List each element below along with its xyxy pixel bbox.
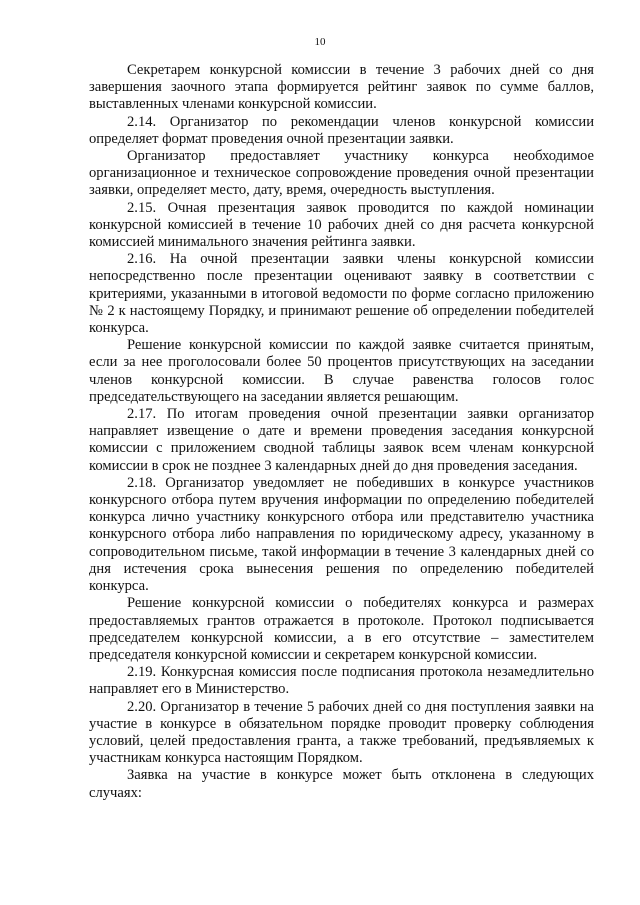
paragraph-secretary-rating: Секретарем конкурсной комиссии в течение 3 рабочих дней со дня завершения заочного этапа формируется рейтинг заявок по сумме баллов, выставленных членами конкурсной комиссии. [89, 62, 594, 113]
paragraph-organizer-support: Организатор предоставляет участнику конкурса необходимое организационное и техническое сопровождение проведения очной презентации заявки, определяет место, дату, время, очередность выступления. [89, 148, 594, 199]
paragraph-2-15: 2.15. Очная презентация заявок проводится по каждой номинации конкурсной комиссией в течение 10 рабочих дней со дня расчета конкурсной комиссией минимального значения рейтинга заявки. [89, 199, 594, 251]
paragraph-2-14: 2.14. Организатор по рекомендации членов конкурсной комиссии определяет формат проведения очной презентации заявки. [89, 113, 594, 147]
paragraph-protocol: Решение конкурсной комиссии о победителях конкурса и размерах предоставляемых грантов отражается в протоколе. Протокол подписывается председателем конкурсной комиссии, а в его отсутствие – заместителем председателя конкурсной комиссии и секретарем конкурсной комиссии. [89, 595, 594, 663]
paragraph-2-18: 2.18. Организатор уведомляет не победивших в конкурсе участников конкурсного отбора путем вручения информации по определению победителей конкурса лично участнику конкурсного отбора или представителю участника конкурсного отбора либо направления по юридическому адресу, указанному в сопроводительном письме, такой информации в течение 3 календарных дней со дня истечения срока вынесения решения по определению победителей конкурса. [89, 474, 594, 595]
paragraph-decision-voting: Решение конкурсной комиссии по каждой заявке считается принятым, если за нее проголосовали более 50 процентов присутствующих на заседании членов конкурсной комиссии. В случае равенства голосов голос председательствующего на заседании является решающим. [89, 337, 594, 405]
paragraph-2-19: 2.19. Конкурсная комиссия после подписания протокола незамедлительно направляет его в Министерство. [89, 664, 594, 698]
paragraph-rejection-cases: Заявка на участие в конкурсе может быть отклонена в следующих случаях: [89, 767, 594, 801]
paragraph-2-16: 2.16. На очной презентации заявки члены конкурсной комиссии непосредственно после презентации оценивают заявку в соответствии с критериями, указанными в итоговой ведомости по форме согласно приложению № 2 к настоящему Порядку, и принимают решение об определении победителей конкурса. [89, 251, 594, 337]
document-body [89, 62, 594, 802]
paragraph-2-20: 2.20. Организатор в течение 5 рабочих дней со дня поступления заявки на участие в конкурсе в обязательном порядке проводит проверку соблюдения условий, целей предоставления гранта, а также требований, предъявляемых к участникам конкурса настоящим Порядком. [89, 698, 594, 767]
page-number: 10 [314, 36, 326, 48]
paragraph-2-17: 2.17. По итогам проведения очной презентации заявки организатор направляет извещение о дате и времени проведения заседания конкурсной комиссии с приложением сводной таблицы заявок всем членам конкурсной комиссии в срок не позднее 3 календарных дней до дня проведения заседания. [89, 406, 594, 474]
